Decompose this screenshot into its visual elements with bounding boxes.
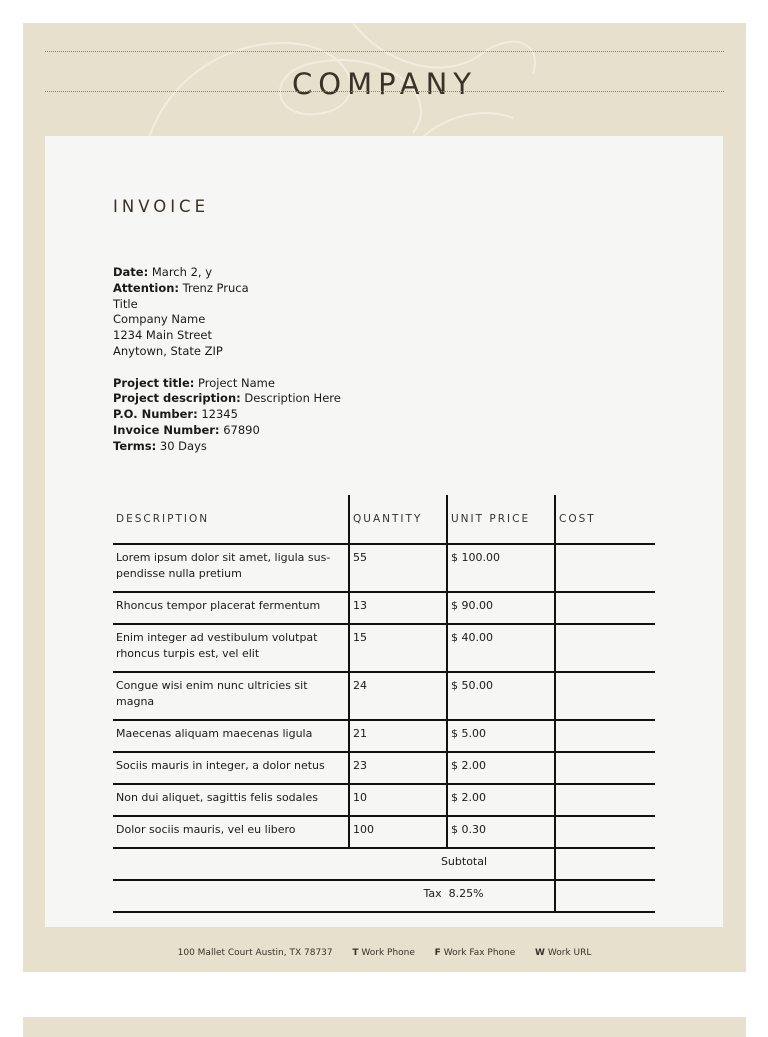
item-unit-price: $ 0.30 [447, 816, 555, 848]
item-unit-price: $ 40.00 [447, 624, 555, 672]
item-unit-price: $ 90.00 [447, 592, 555, 624]
item-cost [555, 752, 655, 784]
item-cost [555, 816, 655, 848]
item-description: Maecenas aliquam maecenas ligula [113, 720, 349, 752]
company-name: COMPANY [292, 67, 477, 101]
project-desc-value: Description Here [244, 391, 341, 406]
project-title-value: Project Name [198, 375, 275, 390]
date-label: Date: [113, 265, 149, 279]
item-quantity: 21 [349, 720, 447, 752]
table-row [113, 624, 655, 672]
tax-row [113, 880, 655, 912]
terms-value: 30 Days [159, 438, 207, 453]
item-cost [555, 784, 655, 816]
item-quantity: 15 [349, 624, 447, 672]
table-row [113, 592, 655, 624]
next-page-edge [23, 1017, 746, 1037]
table-row [113, 816, 655, 848]
invoice-title: INVOICE [113, 197, 210, 216]
table-row [113, 784, 655, 816]
subtotal-value [555, 848, 655, 880]
terms-label: Terms: [113, 438, 157, 453]
po-value: 12345 [201, 407, 238, 422]
attention-label: Attention: [113, 280, 180, 295]
attention-value: Trenz Pruca [182, 280, 249, 295]
fax-letter: F [434, 948, 441, 958]
subtotal-row [113, 848, 655, 880]
item-quantity: 23 [349, 752, 447, 784]
item-description: Congue wisi enim nunc ultricies sit magna [113, 672, 349, 720]
header-divider [45, 91, 724, 92]
subtotal-label: Subtotal [113, 848, 555, 880]
invoice-info [113, 265, 341, 455]
item-unit-price: $ 2.00 [447, 784, 555, 816]
header-cost: COST [555, 495, 655, 544]
invoice-page [23, 23, 746, 972]
project-title-line [113, 376, 341, 392]
recipient-street: 1234 Main Street [113, 328, 212, 343]
item-description: Enim integer ad vestibulum volutpat rhoncus turpis est, vel elit [113, 624, 349, 672]
po-label: P.O. Number: [113, 407, 198, 422]
tax-value [555, 880, 655, 912]
recipient-title: Title [113, 296, 138, 311]
item-quantity: 55 [349, 544, 447, 592]
invoice-number-label: Invoice Number: [113, 422, 220, 437]
date-value: March 2, y [151, 265, 213, 279]
project-desc-line [113, 391, 341, 407]
footer-web: Work URL [547, 948, 592, 958]
table-row [113, 544, 655, 592]
invoice-sheet [45, 136, 723, 927]
invoice-number-line [113, 423, 341, 439]
recipient-city: Anytown, State ZIP [113, 343, 223, 358]
item-quantity: 100 [349, 816, 447, 848]
project-title-label: Project title: [113, 375, 195, 390]
header-unit-price: UNIT PRICE [447, 495, 555, 544]
terms-line [113, 439, 341, 455]
item-description: Lorem ipsum dolor sit amet, ligula sus-pendisse nulla pretium [113, 544, 349, 592]
po-line [113, 407, 341, 423]
item-description: Dolor sociis mauris, vel eu libero [113, 816, 349, 848]
line-items-table [113, 495, 655, 913]
table-row [113, 752, 655, 784]
footer-phone: Work Phone [361, 948, 415, 958]
item-unit-price: $ 100.00 [447, 544, 555, 592]
item-quantity: 13 [349, 592, 447, 624]
item-description: Rhoncus tempor placerat fermentum [113, 592, 349, 624]
table-header-row [113, 495, 655, 544]
item-cost [555, 544, 655, 592]
table-row [113, 720, 655, 752]
item-unit-price: $ 5.00 [447, 720, 555, 752]
web-letter: W [535, 948, 545, 958]
table-row [113, 672, 655, 720]
date-line [113, 265, 341, 281]
item-unit-price: $ 50.00 [447, 672, 555, 720]
attention-line [113, 281, 341, 297]
tax-rate: 8.25% [448, 887, 484, 900]
footer-fax: Work Fax Phone [443, 948, 516, 958]
item-unit-price: $ 2.00 [447, 752, 555, 784]
item-quantity: 24 [349, 672, 447, 720]
header-description: DESCRIPTION [113, 495, 349, 544]
item-cost [555, 624, 655, 672]
phone-letter: T [352, 948, 359, 958]
tax-label: Tax 8.25% [113, 880, 555, 912]
footer-address: 100 Mallet Court Austin, TX 78737 [177, 948, 333, 958]
header-quantity: QUANTITY [349, 495, 447, 544]
item-quantity: 10 [349, 784, 447, 816]
invoice-number-value: 67890 [223, 422, 260, 437]
project-desc-label: Project description: [113, 391, 241, 406]
footer-contact [23, 948, 746, 958]
top-divider [45, 51, 724, 52]
recipient-company: Company Name [113, 312, 206, 327]
item-cost [555, 672, 655, 720]
item-description: Sociis mauris in integer, a dolor netus [113, 752, 349, 784]
item-cost [555, 720, 655, 752]
item-cost [555, 592, 655, 624]
item-description: Non dui aliquet, sagittis felis sodales [113, 784, 349, 816]
